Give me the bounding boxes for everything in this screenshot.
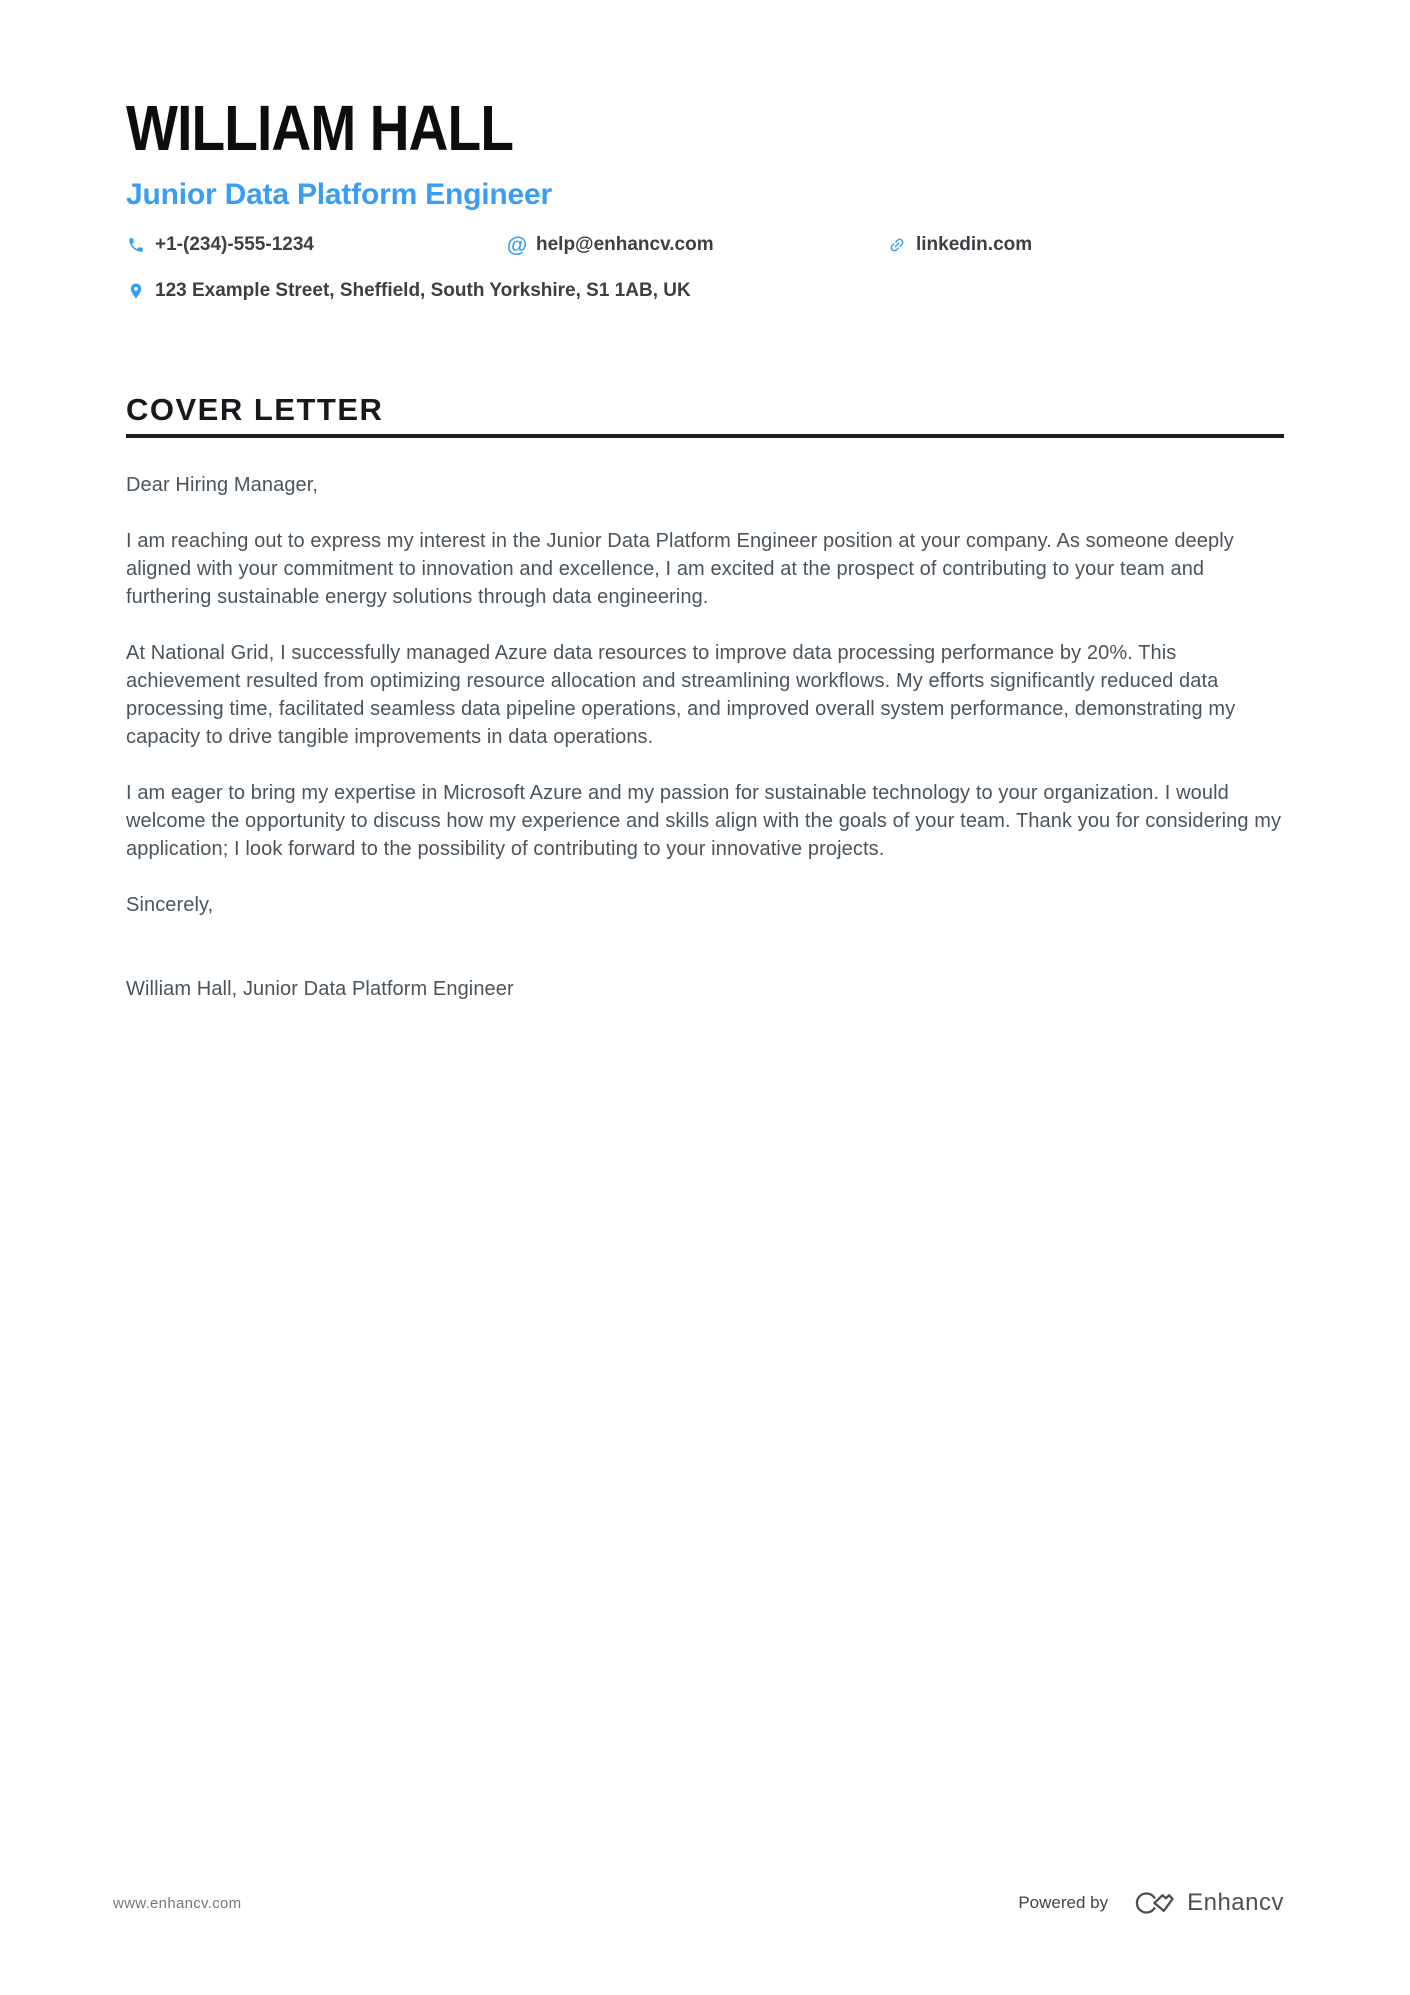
contact-phone[interactable] [126,234,507,256]
link-icon [887,235,907,255]
contact-row-primary [126,234,1284,256]
powered-by-block [1018,1889,1284,1917]
address-text: 123 Example Street, Sheffield, South Yorkshire, S1 1AB, UK [155,280,691,301]
email-address: help@enhancv.com [536,234,714,255]
contact-address [126,280,691,302]
powered-by-label: Powered by [1018,1893,1109,1912]
letter-paragraph-3: I am eager to bring my expertise in Microsoft Azure and my passion for sustainable technology to your organization. I would welcome the opportunity to discuss how my experience and skills align with the goals of your team. Thank you for considering my application; I look forward to the possibility of contributing to your innovative projects. [126,782,1282,860]
at-icon: @ [506,233,528,257]
location-pin-icon [126,281,146,301]
phone-icon [126,235,146,255]
section-title: COVER LETTER [126,394,1284,438]
cover-letter-section [126,394,1284,1003]
contact-linkedin[interactable] [887,234,1032,256]
signature: William Hall, Junior Data Platform Engineer [126,978,514,1000]
phone-number: +1-(234)-555-1234 [155,234,314,255]
closing: Sincerely, [126,894,214,916]
enhancv-wordmark: Enhancv [1187,1889,1284,1916]
contact-row-secondary [126,280,1284,302]
contact-email[interactable] [507,234,887,256]
enhancv-logo-icon [1130,1889,1176,1917]
candidate-name: WILLIAM HALL [126,92,514,164]
linkedin-url: linkedin.com [916,234,1033,255]
salutation: Dear Hiring Manager, [126,474,319,496]
letter-paragraph-2: At National Grid, I successfully managed Azure data resources to improve data processing performance by 20%. This achievement resulted from optimizing resource allocation and streamlining workflows. My efforts significantly reduced data processing time, facilitated seamless data pipeline operations, and improved overall system performance, demonstrating my capacity to drive tangible improvements in data operations. [126,642,1236,748]
job-title: Junior Data Platform Engineer [126,178,552,211]
footer [113,1889,1284,1917]
footer-site-link[interactable]: www.enhancv.com [113,1894,242,1912]
header [126,92,1284,302]
letter-paragraph-1: I am reaching out to express my interest in the Junior Data Platform Engineer position at your company. As someone deeply aligned with your commitment to innovation and excellence, I am excited at the prospect of contributing to your team and furthering sustainable energy solutions through data engineering. [126,530,1234,608]
